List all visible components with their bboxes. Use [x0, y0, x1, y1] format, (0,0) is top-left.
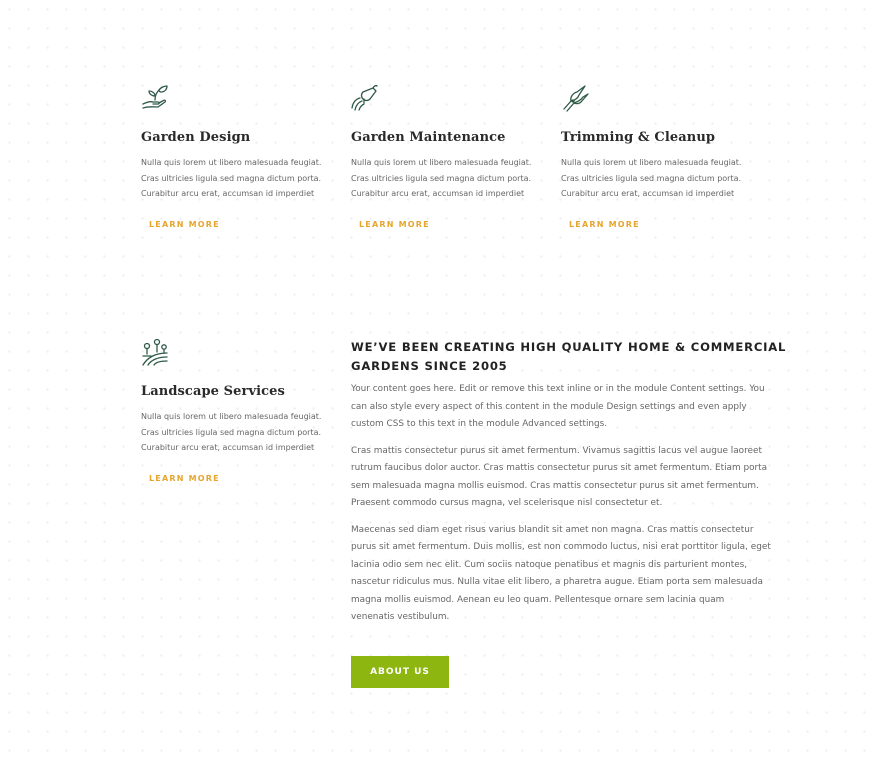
paragraph-line: Praesent commodo cursus magna, vel scelerisque nisl consectetur et. — [351, 498, 663, 508]
learn-more-link[interactable]: LEARN MORE — [359, 220, 430, 229]
about-heading — [351, 338, 787, 376]
description-line: Cras ultricies ligula sed magna dictum porta. — [351, 173, 532, 183]
paragraph-line: Maecenas sed diam eget risus varius blandit sit amet non magna. Cras mattis consectetur — [351, 524, 754, 535]
service-title: Garden Design — [141, 130, 251, 145]
landscape-trees-icon — [141, 338, 169, 366]
service-landscape-services — [141, 338, 331, 483]
pruning-shears-icon — [561, 84, 589, 112]
description-line: Curabitur arcu erat, accumsan id imperdiet — [561, 189, 735, 198]
about-paragraph-1 — [351, 381, 765, 434]
description-line: Curabitur arcu erat, accumsan id imperdiet — [141, 189, 315, 198]
paragraph-line: nascetur ridiculus mus. Nulla vitae elit libero, a pharetra augue. Etiam porta sem malesuada — [351, 577, 763, 587]
service-garden-maintenance — [351, 84, 541, 229]
description-line: Curabitur arcu erat, accumsan id imperdiet — [351, 189, 525, 198]
learn-more-link[interactable]: LEARN MORE — [569, 220, 640, 229]
service-title: Landscape Services — [141, 384, 285, 399]
learn-more-link[interactable]: LEARN MORE — [149, 474, 220, 483]
about-us-button[interactable]: ABOUT US — [351, 656, 449, 688]
about-paragraph-2 — [351, 443, 768, 513]
paragraph-line: lacinia odio sem nec elit. Cum sociis natoque penatibus et magnis dis parturient montes, — [351, 559, 748, 570]
description-line: Nulla quis lorem ut libero malesuada feugiat. — [561, 158, 742, 167]
description-line: Cras ultricies ligula sed magna dictum porta. — [561, 173, 742, 183]
service-title: Garden Maintenance — [351, 130, 506, 145]
about-paragraph-3 — [351, 522, 771, 627]
hand-sprout-icon — [141, 84, 169, 112]
heading-line: GARDENS SINCE 2005 — [351, 359, 508, 373]
description-line: Nulla quis lorem ut libero malesuada feugiat. — [351, 158, 532, 167]
description-line: Curabitur arcu erat, accumsan id imperdiet — [141, 443, 315, 452]
about-section — [351, 338, 787, 677]
service-description — [141, 409, 341, 456]
description-line: Cras ultricies ligula sed magna dictum porta. — [141, 427, 322, 437]
service-trimming-cleanup — [561, 84, 751, 229]
paragraph-line: venenatis vestibulum. — [351, 612, 450, 622]
paragraph-line: custom CSS to this text in the module Advanced settings. — [351, 419, 608, 429]
service-description — [561, 155, 761, 202]
paragraph-line: rutrum faucibus dolor auctor. Cras mattis consectetur purus sit amet fermentum. Etiam porta — [351, 463, 768, 473]
learn-more-link[interactable]: LEARN MORE — [149, 220, 220, 229]
heading-line: WE’VE BEEN CREATING HIGH QUALITY HOME & COMMERCIAL — [351, 340, 787, 354]
service-description — [351, 155, 551, 202]
description-line: Nulla quis lorem ut libero malesuada feugiat. — [141, 412, 322, 421]
paragraph-line: Your content goes here. Edit or remove this text inline or in the module Content settings. You — [351, 384, 765, 394]
paragraph-line: Cras mattis consectetur purus sit amet fermentum. Vivamus sagittis lacus vel augue laoreet — [351, 445, 762, 456]
watering-can-icon — [351, 84, 379, 112]
description-line: Nulla quis lorem ut libero malesuada feugiat. — [141, 158, 322, 167]
service-description — [141, 155, 341, 202]
paragraph-line: sem malesuada magna mollis euismod. Cras mattis consectetur purus sit amet fermentum. — [351, 480, 759, 491]
paragraph-line: magna mollis euismod. Aenean eu leo quam. Pellentesque ornare sem lacinia quam — [351, 594, 725, 605]
service-garden-design — [141, 84, 331, 229]
description-line: Cras ultricies ligula sed magna dictum porta. — [141, 173, 322, 183]
paragraph-line: can also style every aspect of this content in the module Design settings and even apply — [351, 401, 747, 412]
service-title: Trimming & Cleanup — [561, 130, 716, 145]
paragraph-line: purus sit amet fermentum. Duis mollis, est non commodo luctus, nisi erat porttitor ligula, eget — [351, 542, 771, 552]
